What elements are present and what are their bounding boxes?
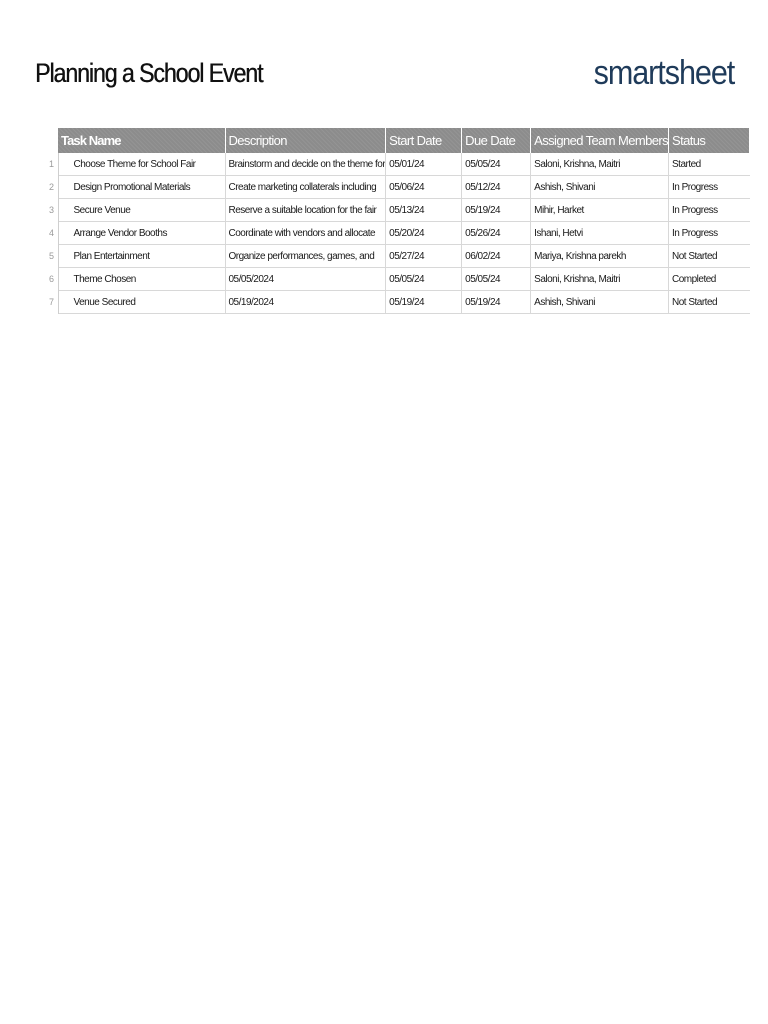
due-date-cell[interactable]: 05/26/24 xyxy=(462,222,531,245)
task-name-cell[interactable]: Choose Theme for School Fair xyxy=(58,153,225,176)
table-header-row xyxy=(38,128,750,153)
start-date-cell[interactable]: 05/20/24 xyxy=(386,222,462,245)
row-number: 5 xyxy=(38,245,58,268)
table-row[interactable] xyxy=(38,291,750,314)
column-header-description[interactable]: Description xyxy=(225,128,386,153)
row-number: 2 xyxy=(38,176,58,199)
task-name-cell[interactable]: Secure Venue xyxy=(58,199,225,222)
task-table xyxy=(38,128,750,314)
assigned-team-cell[interactable]: Mariya, Krishna parekh xyxy=(531,245,669,268)
status-cell[interactable]: In Progress xyxy=(669,176,750,199)
row-number: 4 xyxy=(38,222,58,245)
description-cell[interactable]: Organize performances, games, and xyxy=(225,245,386,268)
smartsheet-logo: smartsheet xyxy=(593,54,734,92)
due-date-cell[interactable]: 06/02/24 xyxy=(462,245,531,268)
table-row[interactable] xyxy=(38,245,750,268)
due-date-cell[interactable]: 05/19/24 xyxy=(462,291,531,314)
task-name-cell[interactable]: Arrange Vendor Booths xyxy=(58,222,225,245)
start-date-cell[interactable]: 05/13/24 xyxy=(386,199,462,222)
assigned-team-cell[interactable]: Ashish, Shivani xyxy=(531,176,669,199)
assigned-team-cell[interactable]: Saloni, Krishna, Maitri xyxy=(531,268,669,291)
row-number: 3 xyxy=(38,199,58,222)
due-date-cell[interactable]: 05/05/24 xyxy=(462,268,531,291)
status-cell[interactable]: Not Started xyxy=(669,291,750,314)
task-name-cell[interactable]: Theme Chosen xyxy=(58,268,225,291)
due-date-cell[interactable]: 05/19/24 xyxy=(462,199,531,222)
column-header-due-date[interactable]: Due Date xyxy=(462,128,531,153)
task-name-cell[interactable]: Venue Secured xyxy=(58,291,225,314)
assigned-team-cell[interactable]: Saloni, Krishna, Maitri xyxy=(531,153,669,176)
assigned-team-cell[interactable]: Ishani, Hetvi xyxy=(531,222,669,245)
description-cell[interactable]: Create marketing collaterals including xyxy=(225,176,386,199)
start-date-cell[interactable]: 05/06/24 xyxy=(386,176,462,199)
description-cell[interactable]: 05/05/2024 xyxy=(225,268,386,291)
task-name-cell[interactable]: Design Promotional Materials xyxy=(58,176,225,199)
start-date-cell[interactable]: 05/19/24 xyxy=(386,291,462,314)
start-date-cell[interactable]: 05/01/24 xyxy=(386,153,462,176)
table-row[interactable] xyxy=(38,268,750,291)
task-name-cell[interactable]: Plan Entertainment xyxy=(58,245,225,268)
assigned-team-cell[interactable]: Mihir, Harket xyxy=(531,199,669,222)
start-date-cell[interactable]: 05/05/24 xyxy=(386,268,462,291)
status-cell[interactable]: In Progress xyxy=(669,222,750,245)
description-cell[interactable]: Brainstorm and decide on the theme for xyxy=(225,153,386,176)
column-header-status[interactable]: Status xyxy=(669,128,750,153)
table-row[interactable] xyxy=(38,176,750,199)
status-cell[interactable]: In Progress xyxy=(669,199,750,222)
row-number: 6 xyxy=(38,268,58,291)
due-date-cell[interactable]: 05/05/24 xyxy=(462,153,531,176)
row-number: 1 xyxy=(38,153,58,176)
column-header-task-name[interactable]: Task Name xyxy=(58,128,225,153)
description-cell[interactable]: Coordinate with vendors and allocate xyxy=(225,222,386,245)
column-header-start-date[interactable]: Start Date xyxy=(386,128,462,153)
description-cell[interactable]: Reserve a suitable location for the fair xyxy=(225,199,386,222)
start-date-cell[interactable]: 05/27/24 xyxy=(386,245,462,268)
status-cell[interactable]: Completed xyxy=(669,268,750,291)
description-cell[interactable]: 05/19/2024 xyxy=(225,291,386,314)
column-header-assigned-team-members[interactable]: Assigned Team Members xyxy=(531,128,669,153)
task-sheet xyxy=(38,128,750,314)
status-cell[interactable]: Started xyxy=(669,153,750,176)
assigned-team-cell[interactable]: Ashish, Shivani xyxy=(531,291,669,314)
table-row[interactable] xyxy=(38,153,750,176)
row-number-header xyxy=(38,128,58,153)
due-date-cell[interactable]: 05/12/24 xyxy=(462,176,531,199)
table-row[interactable] xyxy=(38,222,750,245)
row-number: 7 xyxy=(38,291,58,314)
page-title: Planning a School Event xyxy=(35,58,263,88)
status-cell[interactable]: Not Started xyxy=(669,245,750,268)
table-row[interactable] xyxy=(38,199,750,222)
